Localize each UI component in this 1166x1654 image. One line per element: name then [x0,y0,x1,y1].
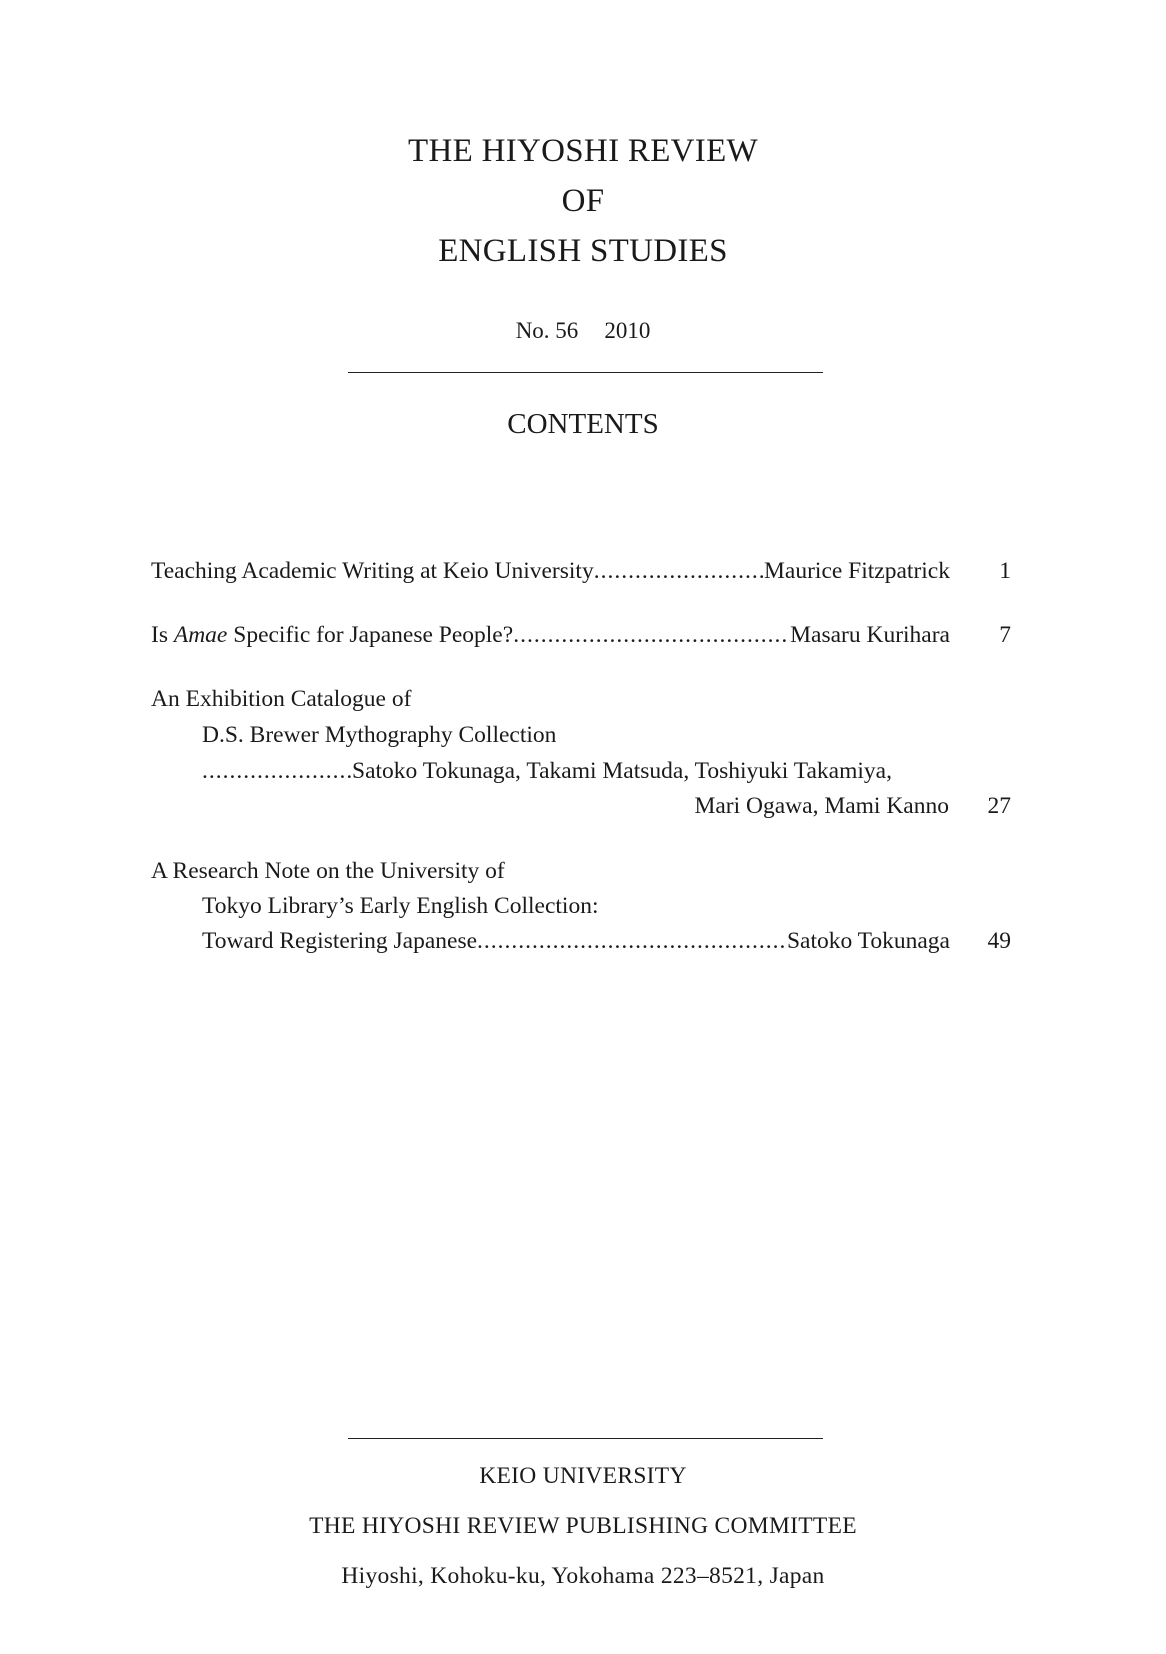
toc-entry-4-title-line-2[interactable]: Tokyo Library’s Early English Collection: [202,893,599,919]
toc-entry-3-title-line-1[interactable]: An Exhibition Catalogue of [151,686,412,712]
toc-entry-2-title-suffix: Specific for Japanese People? [227,622,514,648]
toc-entry-1[interactable] [151,558,950,585]
toc-entry-2-title-italic: Amae [173,622,228,648]
toc-entry-1-authors: Maurice Fitzpatrick [764,558,950,584]
toc-entry-4-authors: Satoko Tokunaga [786,928,950,954]
issue-info [0,318,1166,344]
toc-entry-2-title [151,622,513,649]
publisher-address: Hiyoshi, Kohoku-ku, Yokohama 223–8521, Japan [341,1563,825,1589]
toc-entry-4-title-line-1[interactable]: A Research Note on the University of [151,858,505,884]
toc-entry-4-row[interactable] [202,928,950,955]
journal-title-line-1: THE HIYOSHI REVIEW [408,133,758,169]
journal-title-line-2: OF [561,183,605,219]
toc-entry-3-page: 27 [987,793,1011,819]
toc-entry-4-title-line-3: Toward Registering Japanese [202,928,478,954]
toc-entry-3-title-line-2[interactable]: D.S. Brewer Mythography Collection [202,722,557,748]
toc-entry-4-page: 49 [987,928,1011,954]
publishing-committee: THE HIYOSHI REVIEW PUBLISHING COMMITTEE [309,1513,857,1539]
dot-leader [202,758,352,785]
dot-leader [477,928,787,955]
issue-number: No. 56 [515,318,579,343]
dot-leader [513,622,790,649]
toc-entry-3-authors-line-1: Satoko Tokunaga, Takami Matsuda, Toshiyuki Takamiya, [352,758,892,784]
contents-heading: CONTENTS [507,408,659,440]
toc-entry-2-title-prefix: Is [151,622,174,648]
toc-entry-2[interactable] [151,622,950,649]
top-divider [348,372,823,373]
toc-entry-2-authors: Masaru Kurihara [790,622,950,648]
toc-entry-1-page: 1 [999,558,1011,584]
toc-entry-2-page: 7 [999,622,1011,648]
journal-title-line-3: ENGLISH STUDIES [438,233,728,269]
toc-entry-1-title: Teaching Academic Writing at Keio University [151,558,594,584]
toc-entry-3-authors-row [202,758,942,785]
dot-leader [594,558,764,585]
publisher-name: KEIO UNIVERSITY [479,1463,687,1489]
issue-year: 2010 [604,318,651,343]
toc-entry-3-authors-line-2: Mari Ogawa, Mami Kanno [694,793,949,819]
bottom-divider [348,1438,823,1439]
